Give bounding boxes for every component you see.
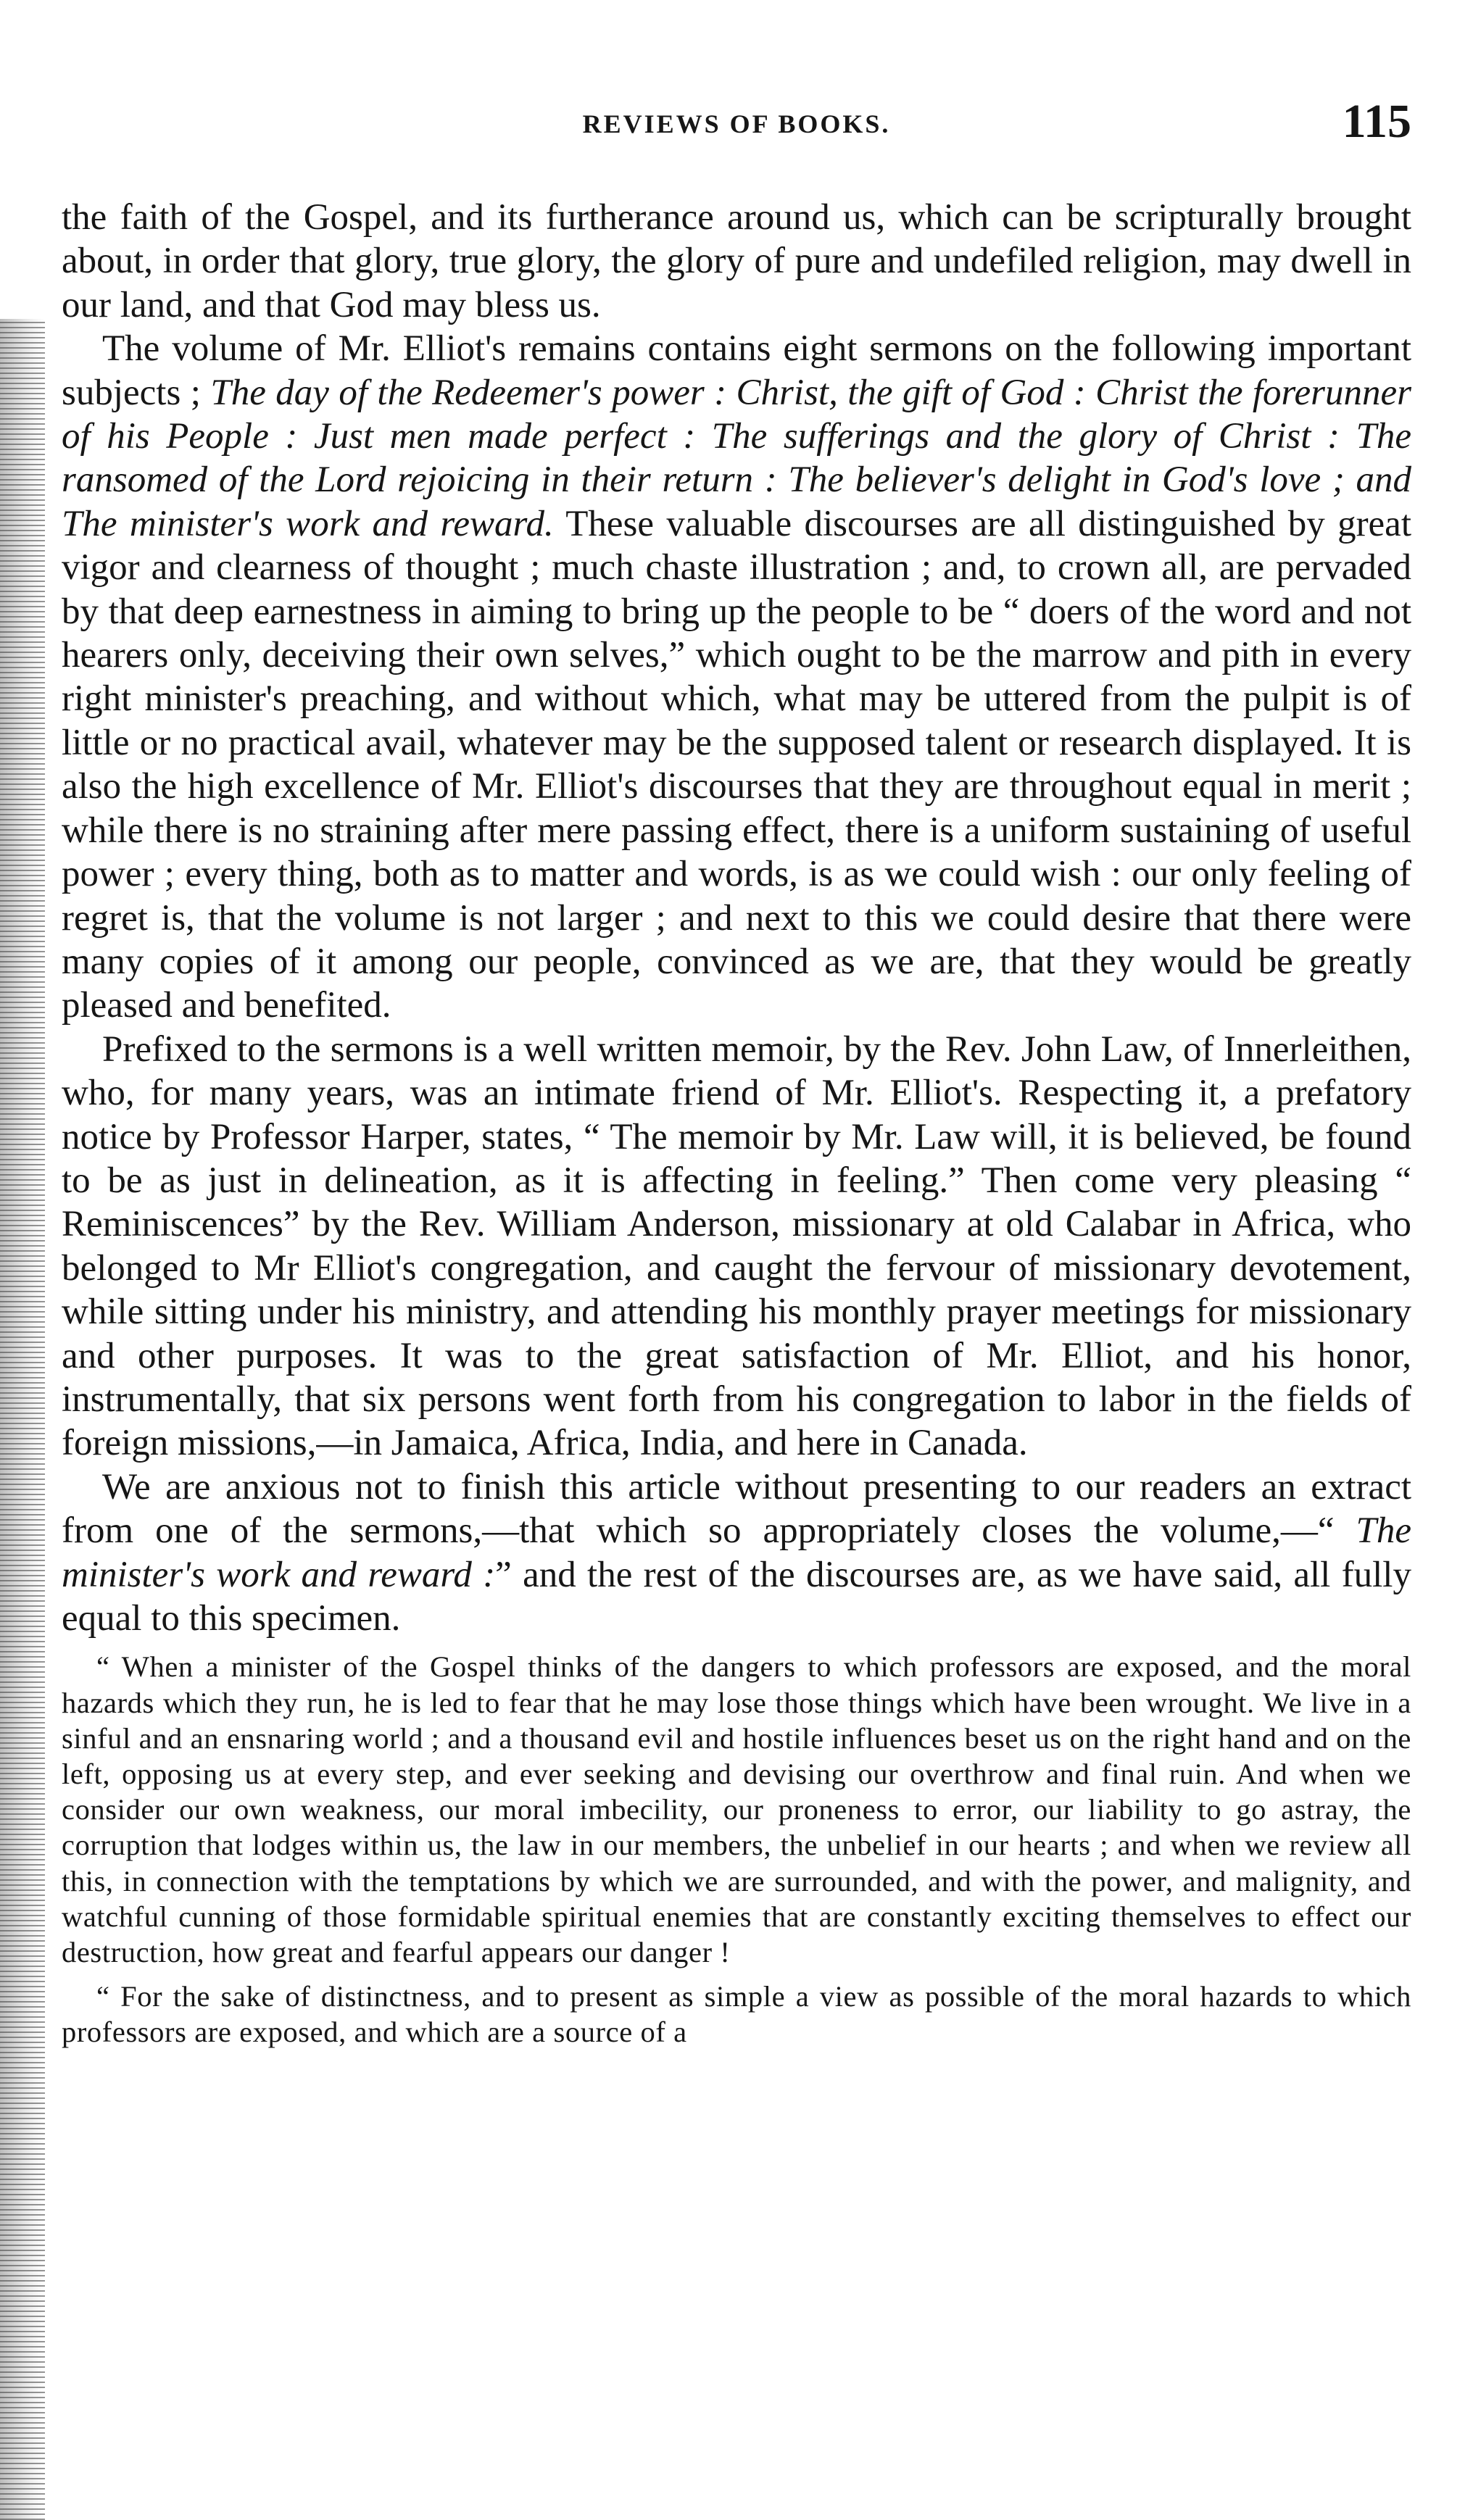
paragraph-text: Prefixed to the sermons is a well written memoir, by the Rev. John Law, of Innerleithen, who, for many years, was an intimate friend of Mr. Elliot's. Respecting it, a prefatory notice by Professor Harper, states, “ The memoir by Mr. Law will, it is believed, be found to be as just in delineation, as it is affecting in feeling.” Then come very pleasing “ Reminiscences” by the Rev. William Anderson, missionary at old Calabar in Africa, who belonged to Mr Elliot's congregation, and caught the fervour of missionary devotement, while sitting under his ministry, and attending his monthly prayer meetings for missionary and other purposes. It was to the great satisfaction of Mr. Elliot, and his honor, instrumentally, that six persons went forth from his congregation to labor in the fields of foreign missions,—in Jamaica, Africa, India, and here in Canada. [62, 1028, 1411, 1464]
quoted-extract: “ When a minister of the Gospel thinks of the dangers to which professors are exposed, and the moral hazards which they run, he is led to fear that he may lose those things which have been wrought. We live in a sinful and an ensnaring world ; and a thousand evil and hostile influences beset us on the right hand and on the left, opposing us at every step, and ever seeking and devising our overthrow and final ruin. And when we consider our own weakness, our moral imbecility, our proneness to error, our liability to go astray, the corruption that lodges within us, the law in our members, the unbelief in our hearts ; and when we review all this, in connection with the temptations by which we are surrounded, and with the power, and malignity, and watchful cunning of those formidable spiritual enemies that are constantly exciting themselves to effect our destruction, how great and fearful appears our danger ! [62, 1650, 1411, 1969]
binding-edge-shadow [0, 319, 45, 2520]
sermon-titles: The day of the Redeemer's power : Christ, the gift of God : Christ the forerunner of his People : Just men made perfect : The sufferings and the glory of Christ : The ransomed of the Lord rejoicing in their return : The believer's delight in God's love ; and The minister's work and reward. [62, 372, 1411, 544]
paragraph-memoir [62, 1028, 1411, 1465]
paragraph-continuation [62, 196, 1411, 327]
article-body [62, 196, 1411, 2050]
quoted-extract: “ For the sake of distinctness, and to present as simple a view as possible of the moral hazards to which professors are exposed, and which are a source of a [62, 1980, 1411, 2049]
paragraph-text: ” and the rest of the discourses are, as we have said, all fully equal to this specimen. [62, 1554, 1411, 1639]
sermon-title: The minister's work and reward : [62, 1510, 1411, 1595]
paragraph-text: the faith of the Gospel, and its furtherance around us, which can be scripturally brought about, in order that glory, true glory, the glory of pure and undefiled religion, may dwell in our land, and that God may bless us. [62, 197, 1411, 325]
running-head: REVIEWS OF BOOKS. [582, 109, 891, 138]
page-number: 115 [1342, 95, 1411, 148]
paragraph-extract-intro [62, 1465, 1411, 1641]
page-header [62, 94, 1411, 159]
paragraph-text: The volume of Mr. Elliot's remains contains eight sermons on the following important subjects ; [62, 328, 1411, 413]
paragraph-volume-contents [62, 327, 1411, 1028]
paragraph-text: We are anxious not to finish this article without presenting to our readers an extract from one of the sermons,—that which so appropriately closes the volume,—“ [62, 1466, 1411, 1552]
paragraph-text: These valuable discourses are all distinguished by great vigor and clearness of thought ; much chaste illustration ; and, to crown all, are pervaded by that deep earnestness in aiming to bring up the people to be “ doers of the word and not hearers only, deceiving their own selves,” which ought to be the marrow and pith in every right minister's preaching, and without which, what may be uttered from the pulpit is of little or no practical avail, whatever may be the supposed talent or research displayed. It is also the high excellence of Mr. Elliot's discourses that they are throughout equal in merit ; while there is no straining after mere passing effect, there is a uniform sustaining of useful power ; every thing, both as to matter and words, is as we could wish : our only feeling of regret is, that the volume is not larger ; and next to this we could desire that there were many copies of it among our people, convinced as we are, that they would be greatly pleased and benefited. [62, 503, 1411, 1026]
